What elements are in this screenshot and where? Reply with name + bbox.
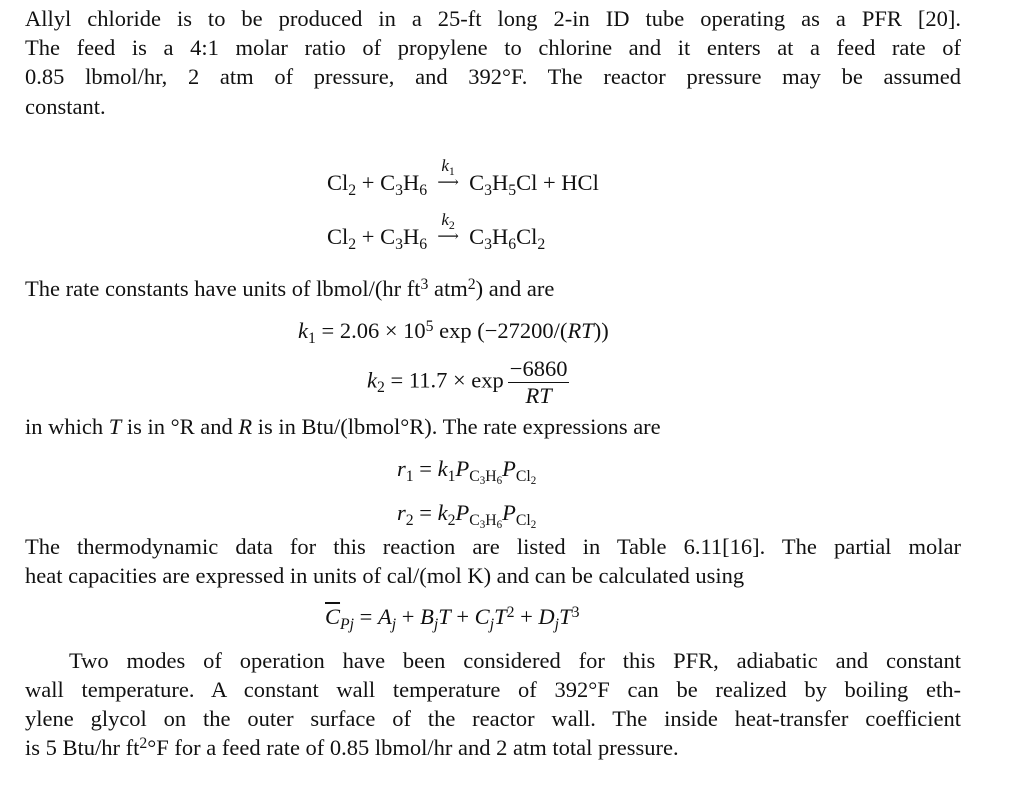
intro-line-4: constant.	[25, 94, 106, 119]
intro-line-1: Allyl chloride is to be produced in a 25-ft long 2-in ID tube operating as a PFR [20].	[25, 6, 961, 31]
cp-equation: $\overline{C}_{Pj} = A_j + B_jT + C_jT^2 + D_jT^3$	[325, 603, 580, 633]
r1-equation: $r_1 = k_1P_{C_3H_6}P_{Cl_2}$	[397, 456, 537, 488]
k2-fraction: $\frac{-6860}{RT}$	[509, 356, 568, 408]
intro-line-3: 0.85 lbmol/hr, 2 atm of pressure, and 392°F. The reactor pressure may be assumed	[25, 64, 961, 89]
units-line: in which T is in °R and R is in Btu/(lbmol°R). The rate expressions are	[25, 414, 661, 439]
modes-line-1: Two modes of operation have been considered for this PFR, adiabatic and constant	[69, 648, 961, 673]
arrow-icon: $k_1$ ⟶	[437, 156, 459, 191]
reaction-1: $Cl_2 + C_3H_6$ $k_1$ ⟶ $C_3H_5Cl$ + HCl	[327, 156, 599, 199]
modes-line-3: ylene glycol on the outer surface of the reactor wall. The inside heat-transfer coefficient	[25, 706, 961, 731]
reaction-2: $Cl_2 + C_3H_6$ $k_2$ ⟶ $C_3H_6Cl_2$	[327, 210, 546, 253]
thermo-line-1: The thermodynamic data for this reaction are listed in Table 6.11[16]. The partial molar	[25, 534, 961, 559]
modes-line-4: is 5 Btu/hr $ft^2^\circ F$ for a feed rate of 0.85 lbmol/hr and 2 atm total pressure.	[25, 734, 679, 760]
thermo-line-2: heat capacities are expressed in units of cal/(mol K) and can be calculated using	[25, 563, 745, 588]
k2-equation: $k_2 = 11.7 \times \exp$ $\frac{-6860}{RT}$	[367, 356, 568, 408]
intro-line-2: The feed is a 4:1 molar ratio of propylene to chlorine and it enters at a feed rate of	[25, 35, 961, 60]
modes-line-2: wall temperature. A constant wall temperature of 392°F can be realized by boiling eth-	[25, 677, 961, 702]
r2-equation: $r_2 = k_2P_{C_3H_6}P_{Cl_2}$	[397, 500, 537, 532]
arrow-icon: $k_2$ ⟶	[437, 210, 459, 245]
rate-constants-intro: The rate constants have units of lbmol/(hr $ft^3$ atm$^2$) and are	[25, 275, 555, 301]
k1-equation: $k_1 = 2.06 \times 10^5$ exp (−27200/(RT))	[298, 317, 609, 347]
